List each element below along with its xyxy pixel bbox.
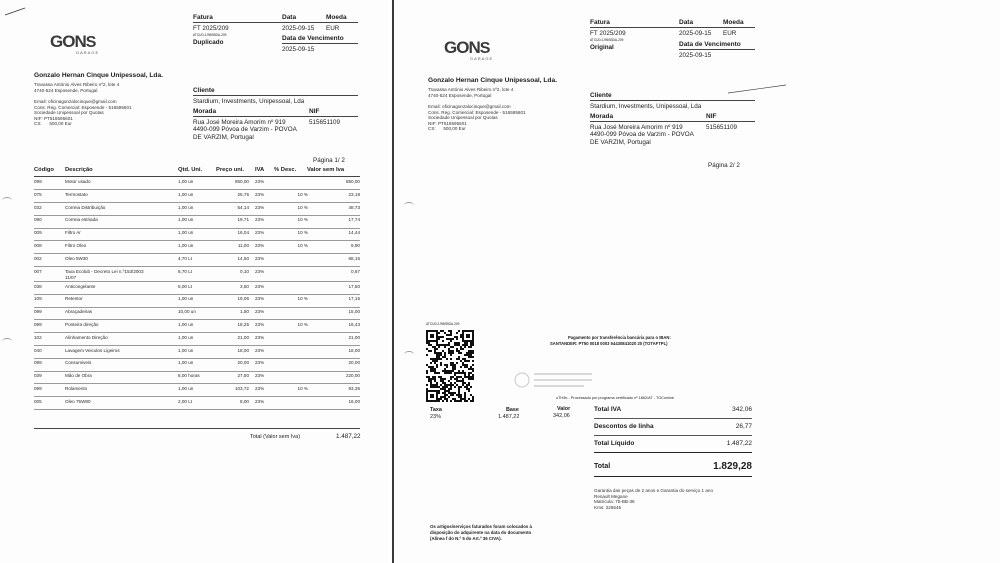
cell-iva: 23%	[255, 179, 265, 184]
client-address: Rua José Moreira Amorim nº 919 4490-099 Póvoa de Varzim - POVOA DE VARZIM, Portugal	[193, 119, 297, 141]
cell-disc: 10 %	[297, 204, 308, 210]
label-data: Data	[282, 14, 297, 21]
total-label: Total (Valor sem Iva)	[250, 434, 301, 440]
label-nif: NIF	[309, 108, 320, 115]
cell-iva: 23%	[255, 322, 265, 327]
cell-iva: 23%	[255, 217, 265, 223]
label-vencimento: Data de Vencimento	[282, 35, 344, 42]
cell-total: 17,74	[348, 217, 360, 223]
tax-col-valor: Valor	[557, 406, 571, 412]
cell-total: 15,00	[348, 309, 360, 315]
cell-code: 009	[34, 230, 42, 236]
cell-total: 850,00	[345, 179, 360, 184]
client-name: Stardium, Investments, Unipessoal, Lda	[590, 103, 702, 110]
cell-iva: 23%	[255, 191, 265, 197]
label-data: Data	[679, 19, 694, 26]
cell-total: 23,18	[348, 191, 360, 197]
cell-price: 850,00	[234, 179, 249, 184]
company-details: Email: oficinagonzalocinque@gmail.com Cons. Reg. Comercial: Esposende - 516595601 Sociedade Unipessoal por Quotas NIF: PT516595601 CS: 500,00 Eur	[428, 104, 526, 132]
cell-iva: 23%	[255, 373, 265, 379]
table-row	[34, 282, 360, 295]
invoice-number: FT 2025/209	[193, 25, 229, 32]
table-row	[34, 190, 360, 203]
cell-price: 1,50	[240, 309, 249, 315]
cell-price: 18,25	[237, 322, 249, 327]
copy-label: Original	[590, 44, 614, 51]
due-date: 2025-09-15	[679, 52, 712, 59]
cell-disc: 10 %	[297, 191, 308, 197]
cell-total: 17,50	[348, 283, 360, 289]
cell-desc: Correia estriada	[65, 217, 98, 223]
tax-col-taxa: Taxa	[430, 407, 442, 413]
cell-code: 102	[34, 334, 42, 340]
cell-desc: Correia Distribuição	[65, 204, 106, 210]
cell-desc: Termostato	[65, 191, 88, 197]
table-row	[34, 241, 360, 254]
copy-label: Duplicado	[193, 39, 224, 46]
cell-qty: 1,00 un	[178, 334, 194, 340]
table-row	[34, 397, 360, 410]
cell-qty: 5,00 Lt	[178, 283, 193, 289]
label-cliente: Cliente	[590, 92, 612, 99]
table-row	[34, 346, 360, 359]
cell-desc: Abraçadeiras	[65, 309, 93, 315]
cell-disc: 10 %	[297, 217, 308, 223]
processed-note: oTH4b - Processado por programa certificado nº 1862/AT - TOConline	[556, 396, 675, 400]
client-nif: 515651109	[706, 124, 738, 131]
client-address: Rua José Moreira Amorim nº 919 4490-099 Póvoa de Varzim - POVOA DE VARZIM, Portugal	[590, 124, 694, 146]
cell-price: 103,72	[234, 386, 249, 391]
col-desc: % Desc.	[274, 167, 297, 173]
table-row	[34, 384, 360, 397]
cell-total: 0,67	[351, 268, 360, 274]
cell-desc: Filtro Ar	[65, 230, 81, 236]
cell-qty: 10,00 un	[178, 309, 196, 315]
table-row	[34, 320, 360, 333]
cell-iva: 23%	[255, 334, 265, 340]
cell-code: 099	[34, 309, 42, 315]
table-row	[34, 215, 360, 228]
cell-qty: 2,00 Lt	[178, 398, 193, 404]
cell-iva: 23%	[255, 309, 265, 315]
cell-qty: 1,00 un	[178, 204, 194, 210]
company-address: Travassa António Alves Ribeiro nº2, lote 4 4740-524 Esposende, Portugal	[428, 87, 514, 98]
due-date: 2025-09-15	[282, 46, 315, 53]
cell-total: 9,90	[351, 243, 360, 248]
col-descricao: Descrição	[65, 167, 93, 173]
cell-code: 005	[34, 398, 42, 404]
cell-total: 20,00	[348, 360, 360, 366]
row-descontos: Descontos de linha 26,77	[594, 423, 752, 430]
cell-qty: 4,70 Lt	[178, 255, 193, 261]
cell-total: 21,00	[348, 334, 360, 340]
page-number: Página 2/ 2	[708, 162, 740, 169]
label-morada: Morada	[193, 108, 217, 115]
cell-disc: 10 %	[297, 386, 308, 391]
cell-disc: 10 %	[297, 296, 308, 302]
cell-desc: Motor usado	[65, 179, 91, 184]
table-row	[34, 203, 360, 216]
cell-code: 109	[34, 296, 42, 302]
cell-price: 3,50	[240, 283, 249, 289]
cell-total: 68,15	[348, 255, 360, 261]
table-row	[34, 333, 360, 346]
table-row	[34, 371, 360, 384]
payment-instruction: Pagamento por transferência bancária para o IBAN:	[568, 335, 671, 340]
cell-price: 27,50	[237, 373, 249, 379]
invoice-currency: EUR	[723, 30, 737, 37]
cell-desc: Anticongelante	[65, 283, 96, 289]
cell-qty: 1,00 un	[178, 217, 194, 223]
table-row	[34, 267, 360, 282]
col-valor: Valor sem Iva	[307, 167, 345, 173]
table-row	[34, 307, 360, 320]
cell-desc: Mão de Obra	[65, 373, 92, 379]
cell-price: 54,14	[237, 204, 249, 210]
client-name: Stardium, Investments, Unipessoal, Lda	[193, 98, 305, 105]
cell-iva: 23%	[255, 360, 265, 366]
cell-iva: 23%	[255, 386, 265, 391]
company-logo: GONS GARAGE	[444, 38, 494, 61]
cell-qty: 1,00 un	[178, 296, 194, 302]
cell-iva: 23%	[255, 398, 265, 404]
col-iva: IVA	[255, 167, 265, 173]
cell-iva: 23%	[255, 296, 265, 302]
cell-price: 19,71	[237, 217, 249, 223]
cell-code: 002	[34, 255, 42, 261]
total-value: 1.487,22	[336, 433, 361, 440]
cell-price: 25,75	[237, 191, 249, 197]
legal-footnote: Os artigos/serviços faturados foram colocados à disposição do adquirente na data do documento (Alínea f do N.º 5 do Art.º 36 CIVA).	[430, 524, 532, 541]
cell-code: 040	[34, 347, 42, 353]
tax-rate: 23%	[430, 414, 442, 420]
company-logo: GONS GARAGE	[50, 32, 100, 55]
col-preco: Preço uni.	[216, 167, 245, 173]
invoice-number: FT 2025/209	[590, 30, 626, 37]
cell-total: 14,44	[348, 230, 360, 236]
scan-mark-icon	[728, 84, 788, 94]
cell-code: 075	[34, 191, 42, 197]
cell-code: 038	[34, 283, 42, 289]
cell-qty: 8,00 horas	[178, 373, 200, 379]
cell-code: 099	[34, 386, 42, 391]
cell-desc: Oleo 75W80	[65, 398, 91, 404]
table-row	[34, 294, 360, 307]
row-total: Total 1.829,28	[594, 459, 752, 477]
cell-total: 220,00	[345, 373, 360, 379]
pen-mark-icon	[4, 6, 26, 16]
cell-disc: 10 %	[297, 322, 308, 327]
cell-qty: 1,00 un	[178, 322, 194, 327]
cell-code: 099	[34, 179, 42, 184]
cell-qty: 1,00 un	[178, 191, 194, 197]
cell-total: 17,15	[348, 296, 360, 302]
cell-total: 18,00	[348, 347, 360, 353]
company-details: Email: oficinagonzalocinque@gmail.com Cons. Reg. Comercial: Esposende - 516595601 Sociedade Unipessoal por Quotas NIF: PT516595601 CS: 500,00 Eur	[34, 99, 132, 127]
client-nif: 515651109	[309, 119, 341, 126]
cell-code: 008	[34, 243, 42, 248]
punch-hole-icon	[404, 202, 414, 209]
table-row	[34, 177, 360, 190]
invoice-date: 2025-09-15	[282, 25, 315, 32]
cell-price: 16,04	[237, 230, 249, 236]
col-codigo: Código	[34, 167, 54, 173]
cell-disc: 10 %	[297, 243, 308, 248]
label-cliente: Cliente	[193, 87, 215, 94]
cell-iva: 23%	[255, 283, 265, 289]
cell-qty: 6,70 Lt	[178, 268, 193, 274]
page-number: Página 1/ 2	[313, 157, 345, 164]
cell-price: 18,00	[237, 347, 249, 353]
label-fatura: Fatura	[590, 19, 610, 26]
qr-code-icon	[426, 330, 474, 402]
cell-iva: 23%	[255, 255, 265, 261]
table-row	[34, 228, 360, 241]
cell-code: 099	[34, 360, 42, 366]
company-name: Gonzalo Hernan Cinque Unipessoal, Lda.	[428, 77, 557, 84]
cell-qty: 1,00 un	[178, 230, 194, 236]
label-morada: Morada	[590, 113, 614, 120]
table-row	[34, 254, 360, 267]
atcud: ATCUD:JJ96SBDA-209	[193, 33, 227, 37]
atcud: ATCUD:JJ96SBDA-209	[590, 38, 624, 42]
cell-iva: 23%	[255, 204, 265, 210]
punch-hole-icon	[2, 197, 12, 204]
cell-desc: Ponteira direção	[65, 322, 99, 327]
cell-desc: Taxa Ecolub - Decreto Lei n.º153/2003	[65, 268, 144, 274]
invoice-currency: EUR	[326, 25, 340, 32]
tax-base: 1.487,22	[498, 414, 520, 420]
cell-qty: 1,00 un	[178, 243, 194, 248]
cell-code: 080	[34, 217, 42, 223]
cell-price: 21,00	[237, 334, 249, 340]
cell-qty: 1,00 un	[178, 360, 194, 366]
cell-qty: 1,00 un	[178, 386, 194, 391]
notes: Garantia das peças de 2 anos e Garantia do serviço 1 ano Renault Megane Matricula: 75-BB-36 Kms: 226545	[594, 488, 714, 510]
label-vencimento: Data de Vencimento	[679, 41, 741, 48]
cell-price: 19,06	[237, 296, 249, 302]
cell-desc: Rolamento	[65, 386, 88, 391]
cell-total: 16,00	[348, 398, 360, 404]
company-name: Gonzalo Hernan Cinque Unipessoal, Lda.	[34, 72, 163, 79]
tax-value: 342,06	[553, 413, 570, 419]
label-moeda: Moeda	[723, 19, 744, 26]
cell-price: 8,00	[240, 398, 249, 404]
cell-code: 032	[34, 204, 42, 210]
cell-price: 11,00	[237, 243, 249, 248]
cell-total: 93,35	[348, 386, 360, 391]
label-moeda: Moeda	[326, 14, 347, 21]
cell-disc: 10 %	[297, 230, 308, 236]
cell-code: 039	[34, 373, 42, 379]
cell-iva: 23%	[255, 268, 265, 274]
cell-price: 0,10	[240, 268, 249, 274]
payment-iban: SANTANDER: PT50 0018 0003 54430841020 20 (TOTAFTPL)	[550, 341, 668, 346]
cell-price: 14,50	[237, 255, 249, 261]
cell-price: 20,00	[237, 360, 249, 366]
table-row	[34, 358, 360, 371]
tax-col-base: Base	[506, 407, 519, 413]
cell-desc: Oleo 5W30	[65, 255, 88, 261]
cell-code: 007	[34, 268, 42, 274]
page-divider	[392, 0, 394, 563]
invoice-page-original	[398, 0, 1000, 563]
cell-iva: 23%	[255, 243, 265, 248]
label-nif: NIF	[706, 113, 717, 120]
cell-qty: 1,00 un	[178, 347, 194, 353]
cell-desc: Lavagem Veiculos Ligeiros	[65, 347, 120, 353]
punch-hole-icon	[2, 338, 12, 345]
punch-hole-icon	[404, 351, 414, 358]
stamp-watermark	[514, 368, 594, 392]
invoice-date: 2025-09-15	[679, 30, 712, 37]
cell-iva: 23%	[255, 230, 265, 236]
label-fatura: Fatura	[193, 14, 213, 21]
cell-total: 48,73	[348, 204, 360, 210]
cell-desc: Filtro Oleo	[65, 243, 87, 248]
atcud-qr: ATCUD:JJ96SBDA-209	[426, 322, 460, 326]
company-address: Travassa António Alves Ribeiro nº2, lote 4 4740-524 Esposende, Portugal	[34, 82, 120, 93]
row-total-iva: Total IVA 342,06	[594, 406, 752, 413]
cell-desc-continued: 11/07	[65, 274, 77, 280]
cell-qty: 1,00 un	[178, 179, 194, 184]
cell-desc: Alinhamento Direção	[65, 334, 108, 340]
invoice-page-duplicate	[0, 0, 388, 563]
col-qtd: Qtd. Uni.	[178, 167, 203, 173]
cell-desc: Consumiveis	[65, 360, 92, 366]
cell-iva: 23%	[255, 347, 265, 353]
cell-code: 099	[34, 322, 42, 327]
cell-total: 16,43	[348, 322, 360, 327]
cell-desc: Retentor	[65, 296, 83, 302]
row-liquido: Total Líquido 1.487,22	[594, 436, 752, 453]
